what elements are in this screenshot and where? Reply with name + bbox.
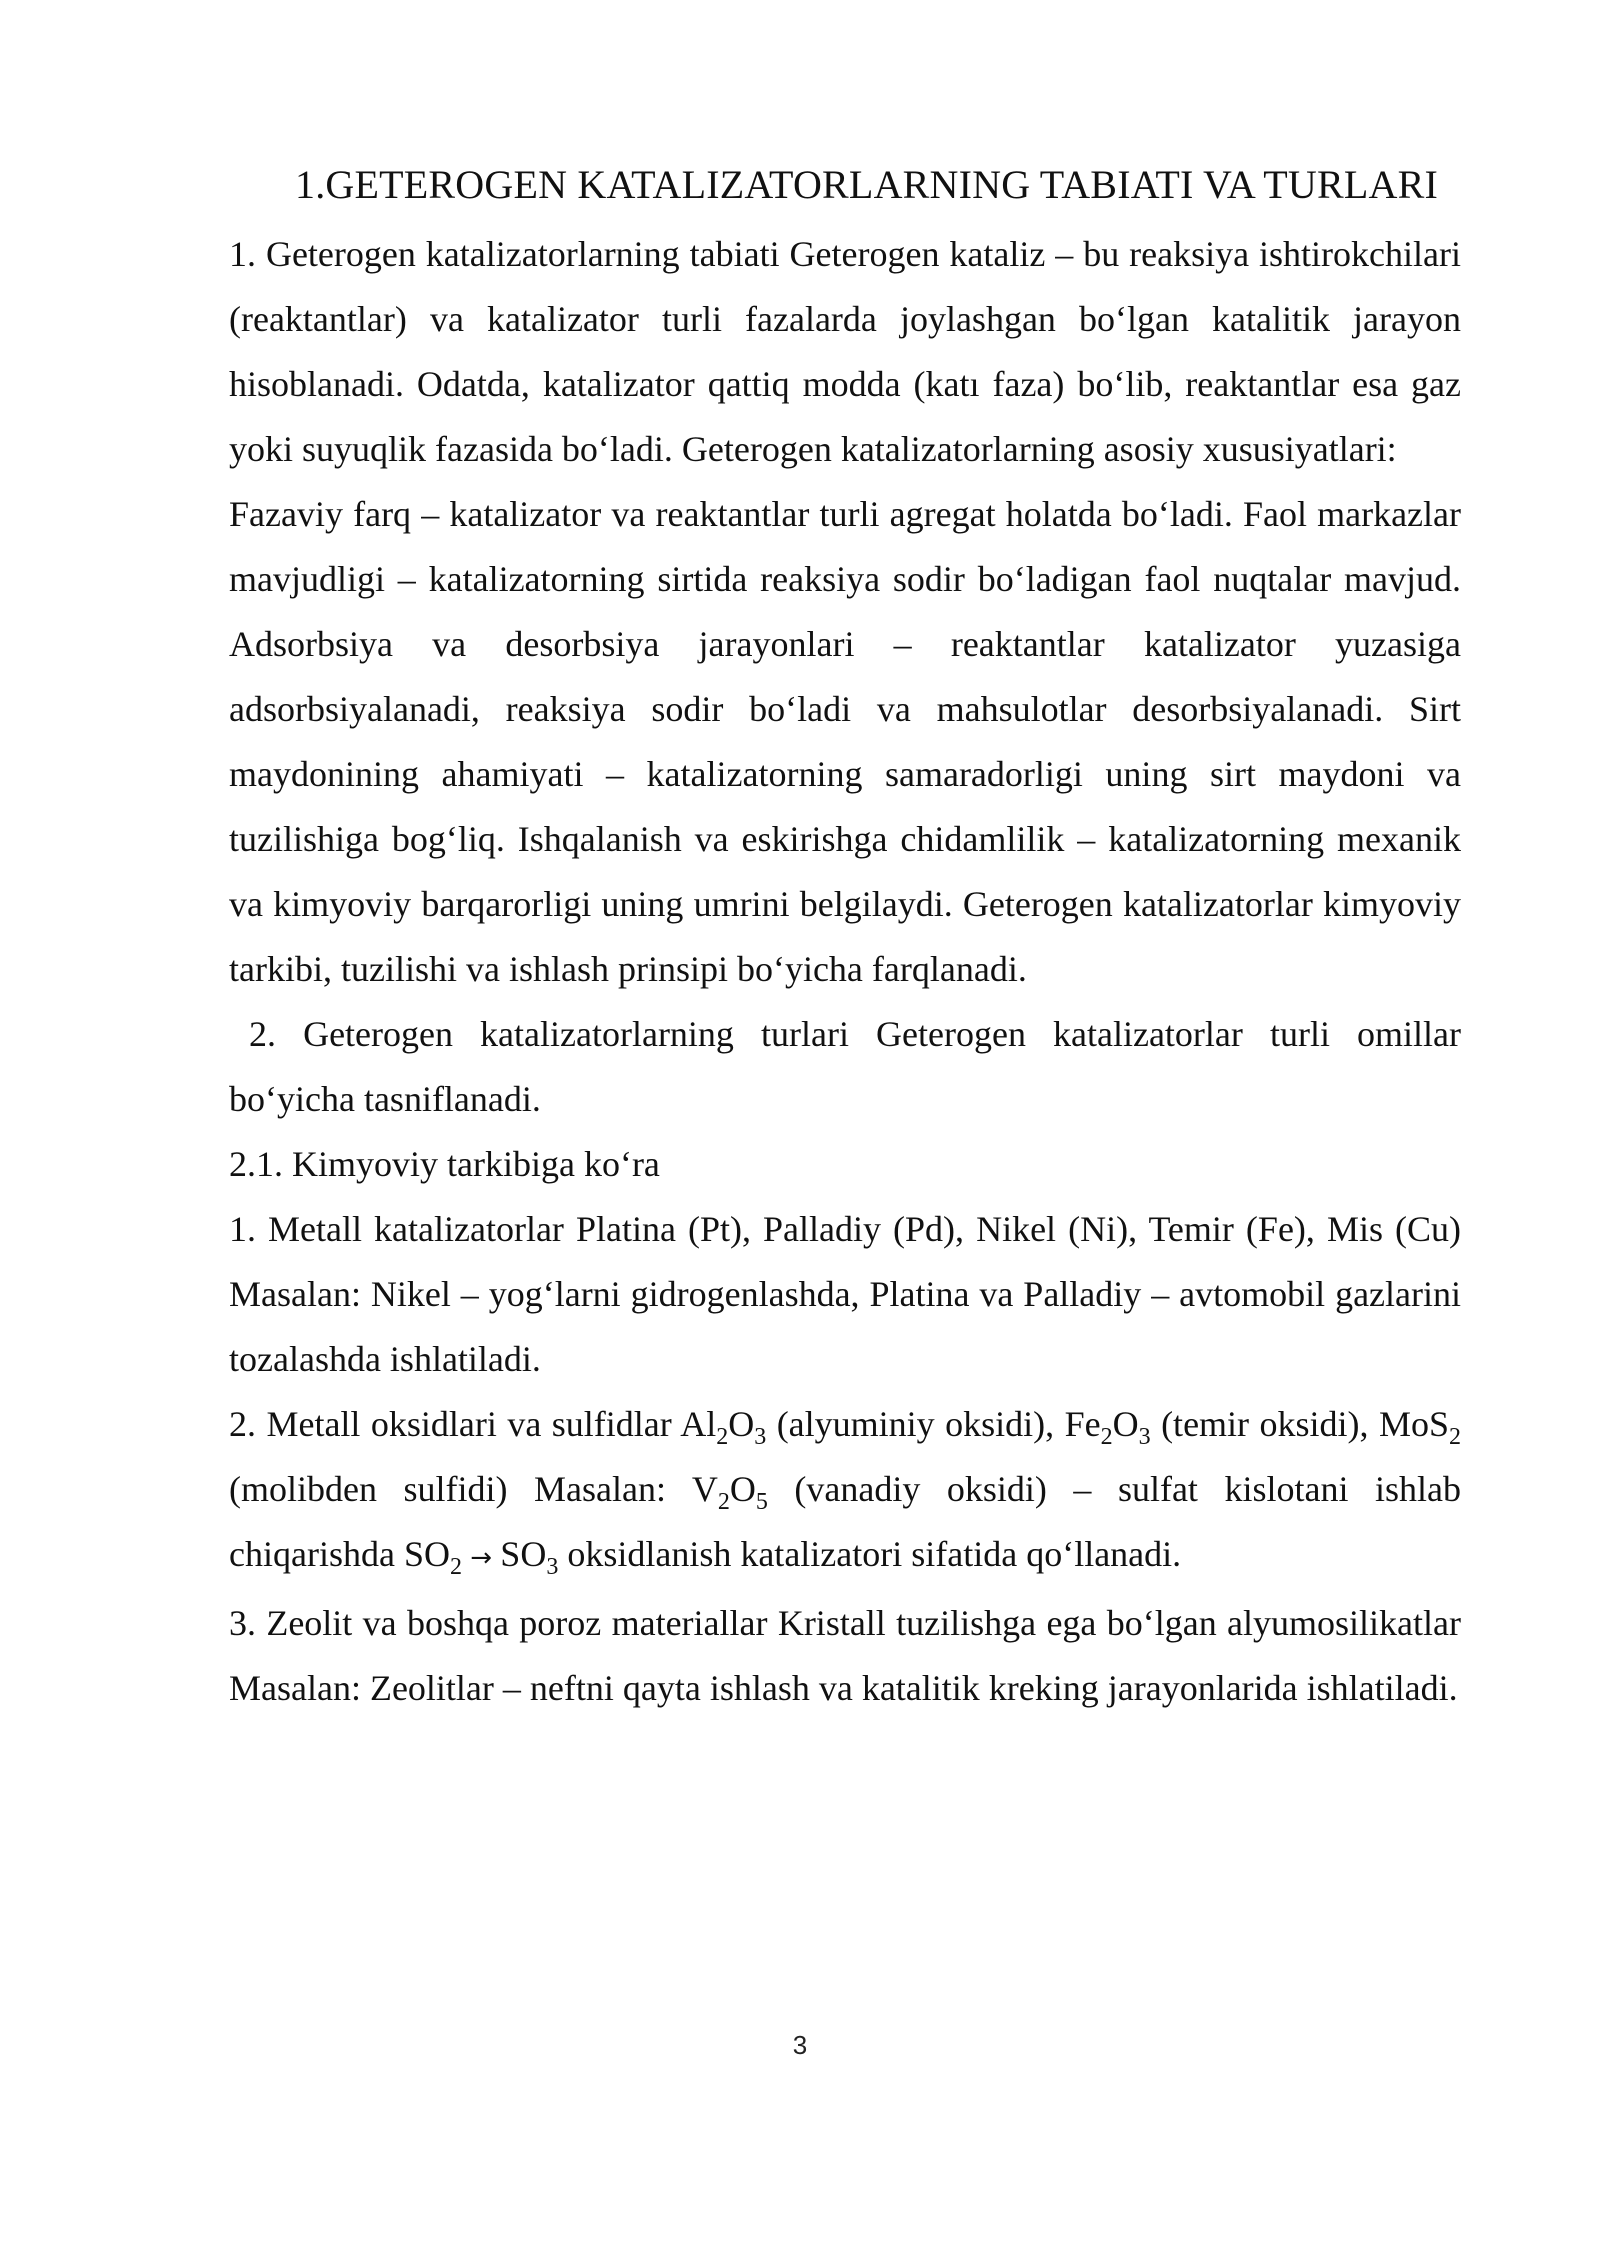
text-run: oksidlanish katalizatori sifatida qo‘llanadi.	[558, 1534, 1182, 1574]
page-title: 1.GETEROGEN KATALIZATORLARNING TABIATI VA TURLARI	[295, 162, 1439, 207]
subscript: 5	[755, 1489, 768, 1515]
text-run: (alyuminiy oksidi), Fe	[766, 1404, 1101, 1444]
subscript: 2	[1449, 1424, 1461, 1450]
subscript: 3	[754, 1424, 767, 1450]
text-run: O	[728, 1404, 755, 1444]
subscript: 3	[1138, 1424, 1151, 1450]
subsection-heading: 2.1. Kimyoviy tarkibiga ko‘ra	[229, 1144, 660, 1184]
subscript: 3	[546, 1554, 559, 1580]
paragraph-nature: 1. Geterogen katalizatorlarning tabiati Geterogen kataliz – bu reaksiya ishtirokchilari (reaktantlar) va katalizator turli fazalarda joylashgan bo‘lgan katalitik jarayon hisoblanadi. Odatda, katalizator qattiq modda (katı faza) bo‘lib, reaktantlar esa gaz yoki suyuqlik fazasida bo‘ladi. Geterogen katalizatorlarning asosiy xususiyatlari:	[229, 234, 1461, 469]
text-run: O	[1112, 1404, 1139, 1444]
paragraph-zeolites: 3. Zeolit va boshqa poroz materiallar Kristall tuzilishga ega bo‘lgan alyumosilikatlar Masalan: Zeolitlar – neftni qayta ishlash va katalitik kreking jarayonlarida ishlatiladi.	[229, 1603, 1461, 1708]
arrow-icon: →	[461, 1543, 501, 1573]
text-run: 2. Metall oksidlari va sulfidlar Al	[229, 1404, 717, 1444]
paragraph-properties: Fazaviy farq – katalizator va reaktantlar turli agregat holatda bo‘ladi. Faol markazlar mavjudligi – katalizatorning sirtida reaksiya sodir bo‘ladigan faol nuqtalar mavjud. Adsorbsiya va desorbsiya jarayonlari – reaktantlar katalizator yuzasiga adsorbsiyalanadi, reaksiya sodir bo‘ladi va mahsulotlar desorbsiyalanadi. Sirt maydonining ahamiyati – katalizatorning samaradorligi uning sirt maydoni va tuzilishiga bog‘liq. Ishqalanish va eskirishga chidamlilik – katalizatorning mexanik va kimyoviy barqarorligi uning umrini belgilaydi. Geterogen katalizatorlar kimyoviy tarkibi, tuzilishi va ishlash prinsipi bo‘yicha farqlanadi.	[229, 494, 1461, 989]
page-content	[229, 148, 1461, 1721]
subscript: 2	[716, 1424, 729, 1450]
paragraph-types-intro: 2. Geterogen katalizatorlarning turlari Geterogen katalizatorlar turli omillar bo‘yicha tasniflanadi.	[229, 1014, 1461, 1119]
paragraph-metal-catalysts: 1. Metall katalizatorlar Platina (Pt), Palladiy (Pd), Nikel (Ni), Temir (Fe), Mis (Cu) Masalan: Nikel – yog‘larni gidrogenlashda, Platina va Palladiy – avtomobil gazlarini tozalashda ishlatiladi.	[229, 1209, 1461, 1379]
subscript: 2	[1100, 1424, 1113, 1450]
text-run: O	[729, 1469, 756, 1509]
subscript: 2	[717, 1489, 730, 1515]
text-run: (temir oksidi), MoS	[1150, 1404, 1449, 1444]
subscript: 2	[449, 1554, 462, 1580]
paragraph-metal-oxides	[229, 1392, 1461, 1591]
text-run: (molibden sulfidi) Masalan: V	[229, 1469, 718, 1509]
text-run: SO	[500, 1534, 547, 1574]
page-number: 3	[792, 2030, 808, 2060]
text-run: (vanadiy oksidi) – sulfat kislotani ishlab chiqarishda SO	[229, 1469, 1461, 1574]
